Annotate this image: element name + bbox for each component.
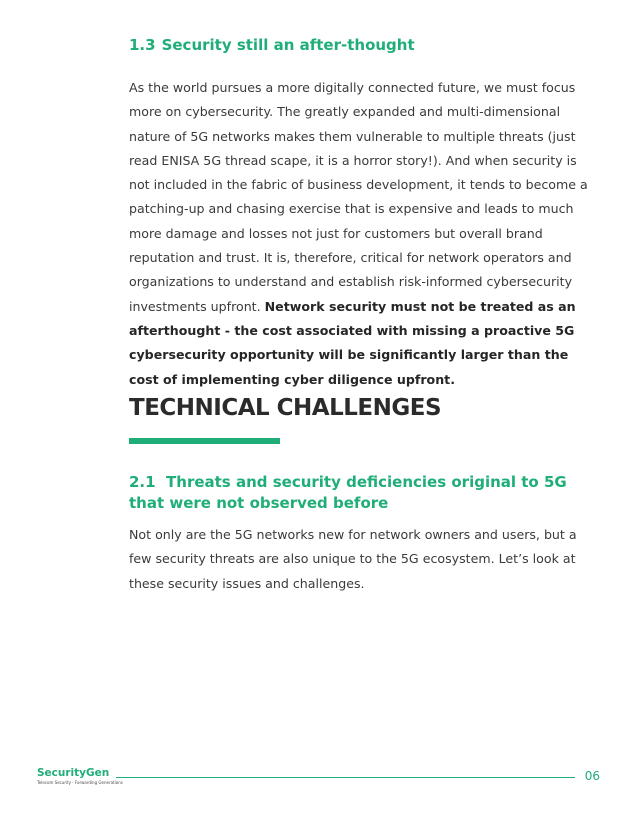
title-underline-bar: [129, 438, 280, 444]
footer-divider: [116, 777, 575, 778]
logo-wordmark: SecurityGen: [37, 767, 110, 779]
securitygen-logo: [37, 766, 123, 788]
section-1-3-body: As the world pursues a more digitally connected future, we must focus more on cybersecurity. The greatly expanded and multi-dimensional nature of 5G networks makes them vulnerable to multiple threats (just read ENISA 5G thread scape, it is a horror story!). And when security is not included in the fabric of business development, it tends to become a patching-up and chasing exercise that is expensive and leads to much more damage and losses not just for customers but overall brand reputation and trust. It is, therefore, critical for network operators and organizations to understand and establish risk-informed cybersecurity investments upfront.: [129, 80, 588, 314]
section-1-3-title: Security still an after-thought: [161, 36, 415, 54]
section-1-3-number: 1.3: [129, 36, 156, 54]
section-2-1-heading: [129, 472, 599, 514]
section-1-3-paragraph: [129, 76, 599, 392]
section-2-1-number: 2.1: [129, 473, 156, 491]
chapter-title: TECHNICAL CHALLENGES: [129, 395, 442, 421]
logo-tagline: Telecom Security · Forwarding Generations: [37, 780, 123, 785]
section-2-1-title: Threats and security deficiencies original to 5G that were not observed before: [129, 473, 567, 512]
section-2-1-paragraph: Not only are the 5G networks new for network owners and users, but a few security threats are also unique to the 5G ecosystem. Let’s look at these security issues and challenges.: [129, 527, 577, 591]
page-footer: [37, 766, 600, 790]
section-1-3-emphasis: Network security must not be treated as an afterthought - the cost associated with missing a proactive 5G cybersecurity opportunity will be significantly larger than the cost of implementing cyber diligence upfront.: [129, 298, 576, 387]
page-number: 06: [584, 769, 600, 783]
section-1-3-heading: [129, 34, 415, 56]
